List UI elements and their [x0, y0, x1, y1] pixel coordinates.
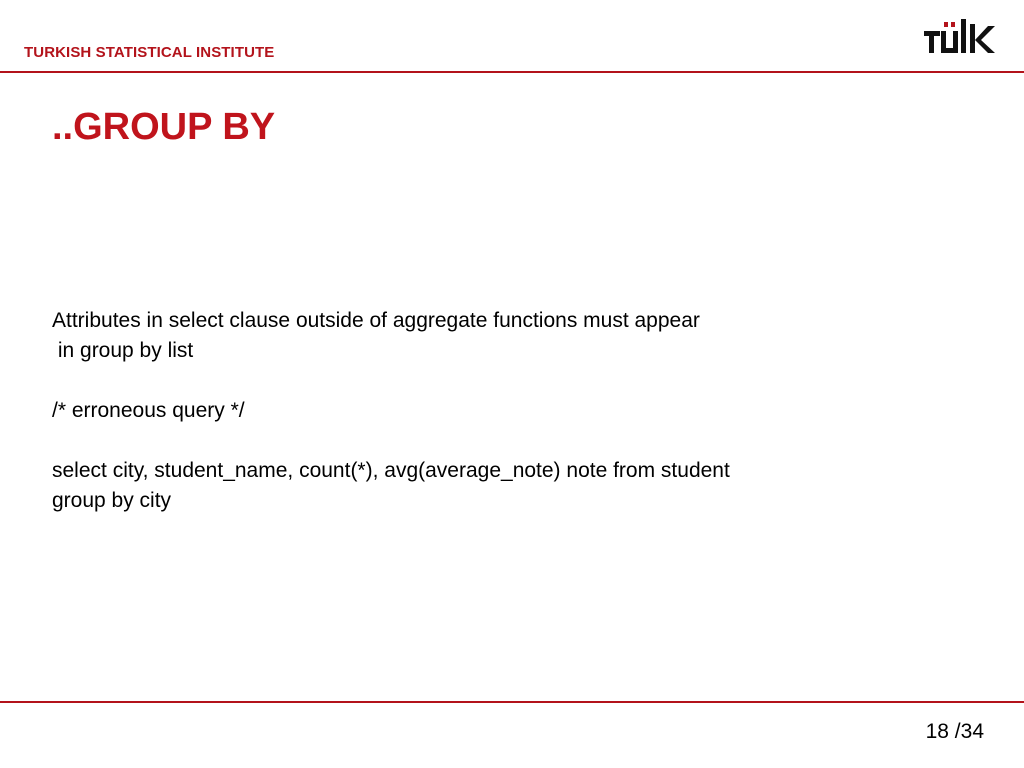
- body-line: [52, 366, 972, 396]
- body-line: select city, student_name, count(*), avg(average_note) note from student: [52, 459, 730, 482]
- header-divider: [0, 71, 1024, 73]
- slide-body: [52, 306, 972, 516]
- body-line: in group by list: [52, 339, 194, 362]
- page-number: 18 /34: [925, 720, 984, 743]
- org-name: TURKISH STATISTICAL INSTITUTE: [24, 44, 275, 61]
- tuik-logo: [924, 18, 998, 56]
- footer-divider: [0, 701, 1024, 703]
- body-line: /* erroneous query */: [52, 399, 245, 422]
- body-line: Attributes in select clause outside of aggregate functions must appear: [52, 309, 700, 332]
- body-line: [52, 426, 972, 456]
- slide-title: ..GROUP BY: [52, 106, 276, 148]
- body-line: group by city: [52, 489, 172, 512]
